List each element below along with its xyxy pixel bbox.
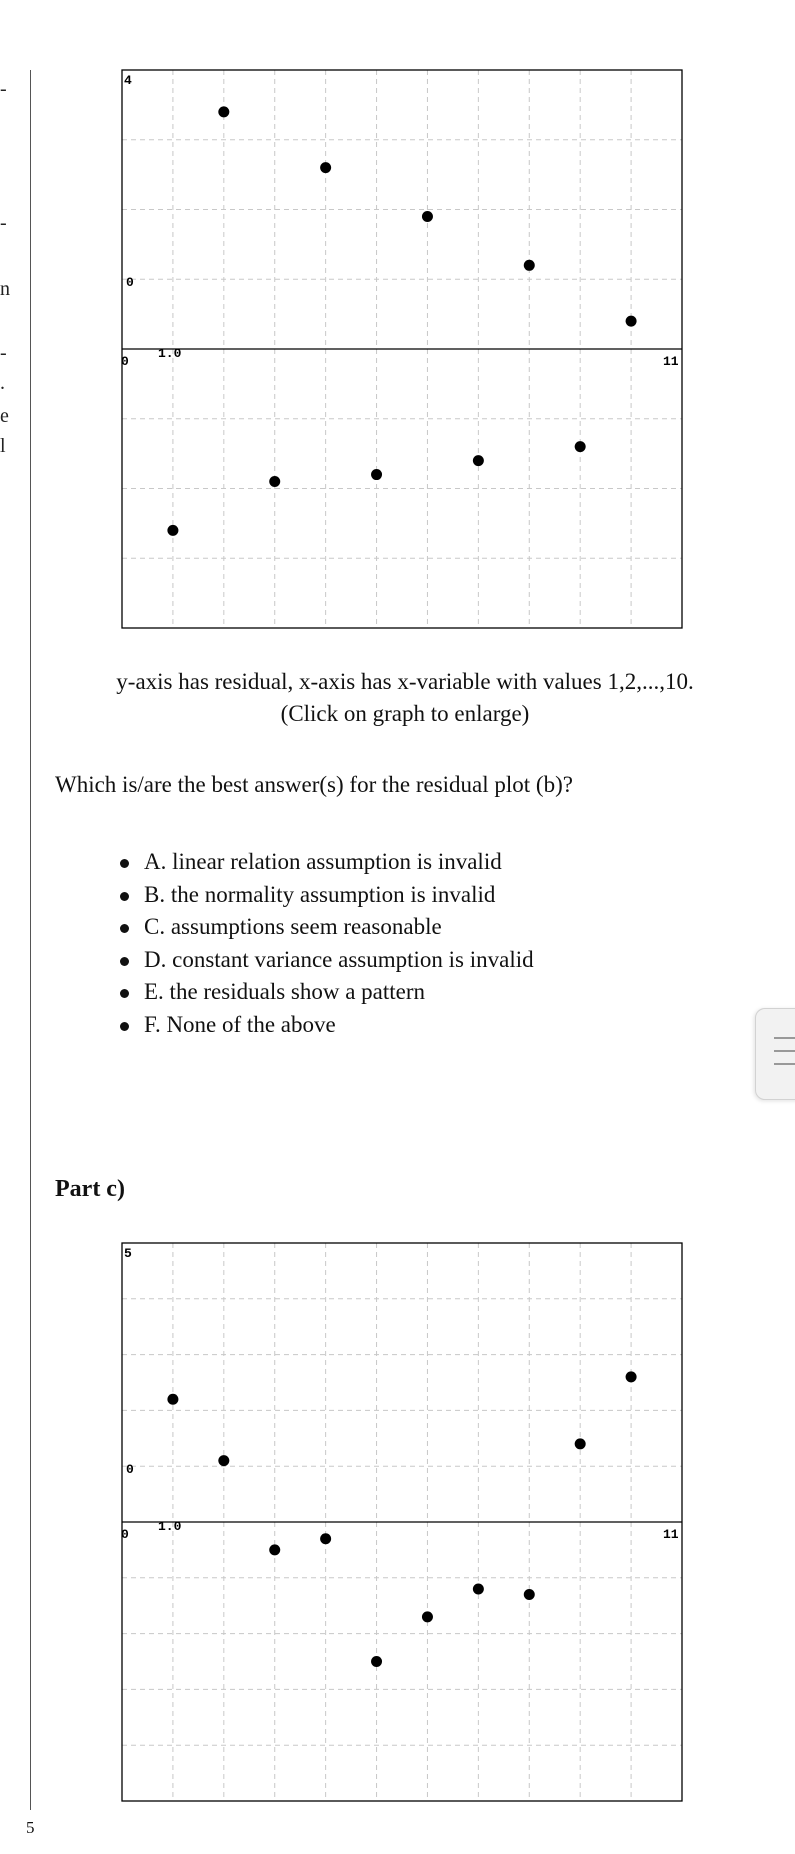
menu-icon — [774, 1063, 795, 1065]
margin-fragment: - — [0, 212, 7, 234]
part-c-heading: Part c) — [55, 1176, 125, 1202]
option-b: B. the normality assumption is invalid — [118, 879, 534, 912]
data-point — [218, 106, 229, 117]
data-point — [218, 1455, 229, 1466]
option-e: E. the residuals show a pattern — [118, 976, 534, 1009]
caption-line-1: y-axis has residual, x-axis has x-variable with values 1,2,...,10. — [116, 669, 694, 694]
x-right-label: 11 — [663, 1527, 679, 1542]
data-point — [626, 1371, 637, 1382]
data-point — [320, 1533, 331, 1544]
menu-icon — [774, 1050, 795, 1052]
residual-plot-b[interactable] — [122, 70, 682, 628]
data-point — [473, 1583, 484, 1594]
x-left-label: 0 — [121, 1527, 129, 1542]
data-point — [371, 469, 382, 480]
data-point — [269, 476, 280, 487]
margin-rule — [30, 70, 31, 1810]
side-panel-handle[interactable] — [755, 1008, 795, 1100]
data-point — [422, 211, 433, 222]
data-point — [371, 1656, 382, 1667]
data-point — [473, 455, 484, 466]
plot-caption — [55, 666, 755, 730]
margin-fragment: l — [0, 435, 6, 457]
data-point — [422, 1611, 433, 1622]
residual-plot-c[interactable] — [122, 1243, 682, 1801]
data-point — [626, 316, 637, 327]
margin-fragment: - — [0, 78, 7, 100]
residual-plot-c-svg[interactable] — [122, 1243, 682, 1801]
x-left-label: 0 — [121, 354, 129, 369]
residual-plot-b-svg[interactable] — [122, 70, 682, 628]
x-first-tick-label: 1.0 — [158, 346, 182, 361]
margin-fragment: - — [0, 342, 7, 364]
option-c: C. assumptions seem reasonable — [118, 911, 534, 944]
y-top-label: 5 — [124, 1246, 132, 1261]
question-text: Which is/are the best answer(s) for the residual plot (b)? — [55, 772, 573, 797]
data-point — [575, 1438, 586, 1449]
x-first-tick-label: 1.0 — [158, 1519, 182, 1534]
data-point — [167, 525, 178, 536]
menu-icon — [774, 1037, 795, 1039]
data-point — [320, 162, 331, 173]
data-point — [167, 1394, 178, 1405]
margin-fragment: n — [0, 278, 10, 300]
data-point — [269, 1544, 280, 1555]
y-top-label: 4 — [124, 73, 132, 88]
margin-fragment: . — [0, 372, 5, 394]
option-d: D. constant variance assumption is invalid — [118, 944, 534, 977]
data-point — [524, 1589, 535, 1600]
y-zero-label: 0 — [126, 1462, 134, 1477]
x-right-label: 11 — [663, 354, 679, 369]
answer-options — [118, 846, 534, 1041]
option-f: F. None of the above — [118, 1009, 534, 1042]
enlarge-hint[interactable]: (Click on graph to enlarge) — [280, 701, 530, 726]
data-point — [524, 260, 535, 271]
page-number: 5 — [26, 1818, 35, 1837]
data-point — [575, 441, 586, 452]
option-a: A. linear relation assumption is invalid — [118, 846, 534, 879]
margin-fragment: e — [0, 405, 9, 427]
y-zero-label: 0 — [126, 275, 134, 290]
